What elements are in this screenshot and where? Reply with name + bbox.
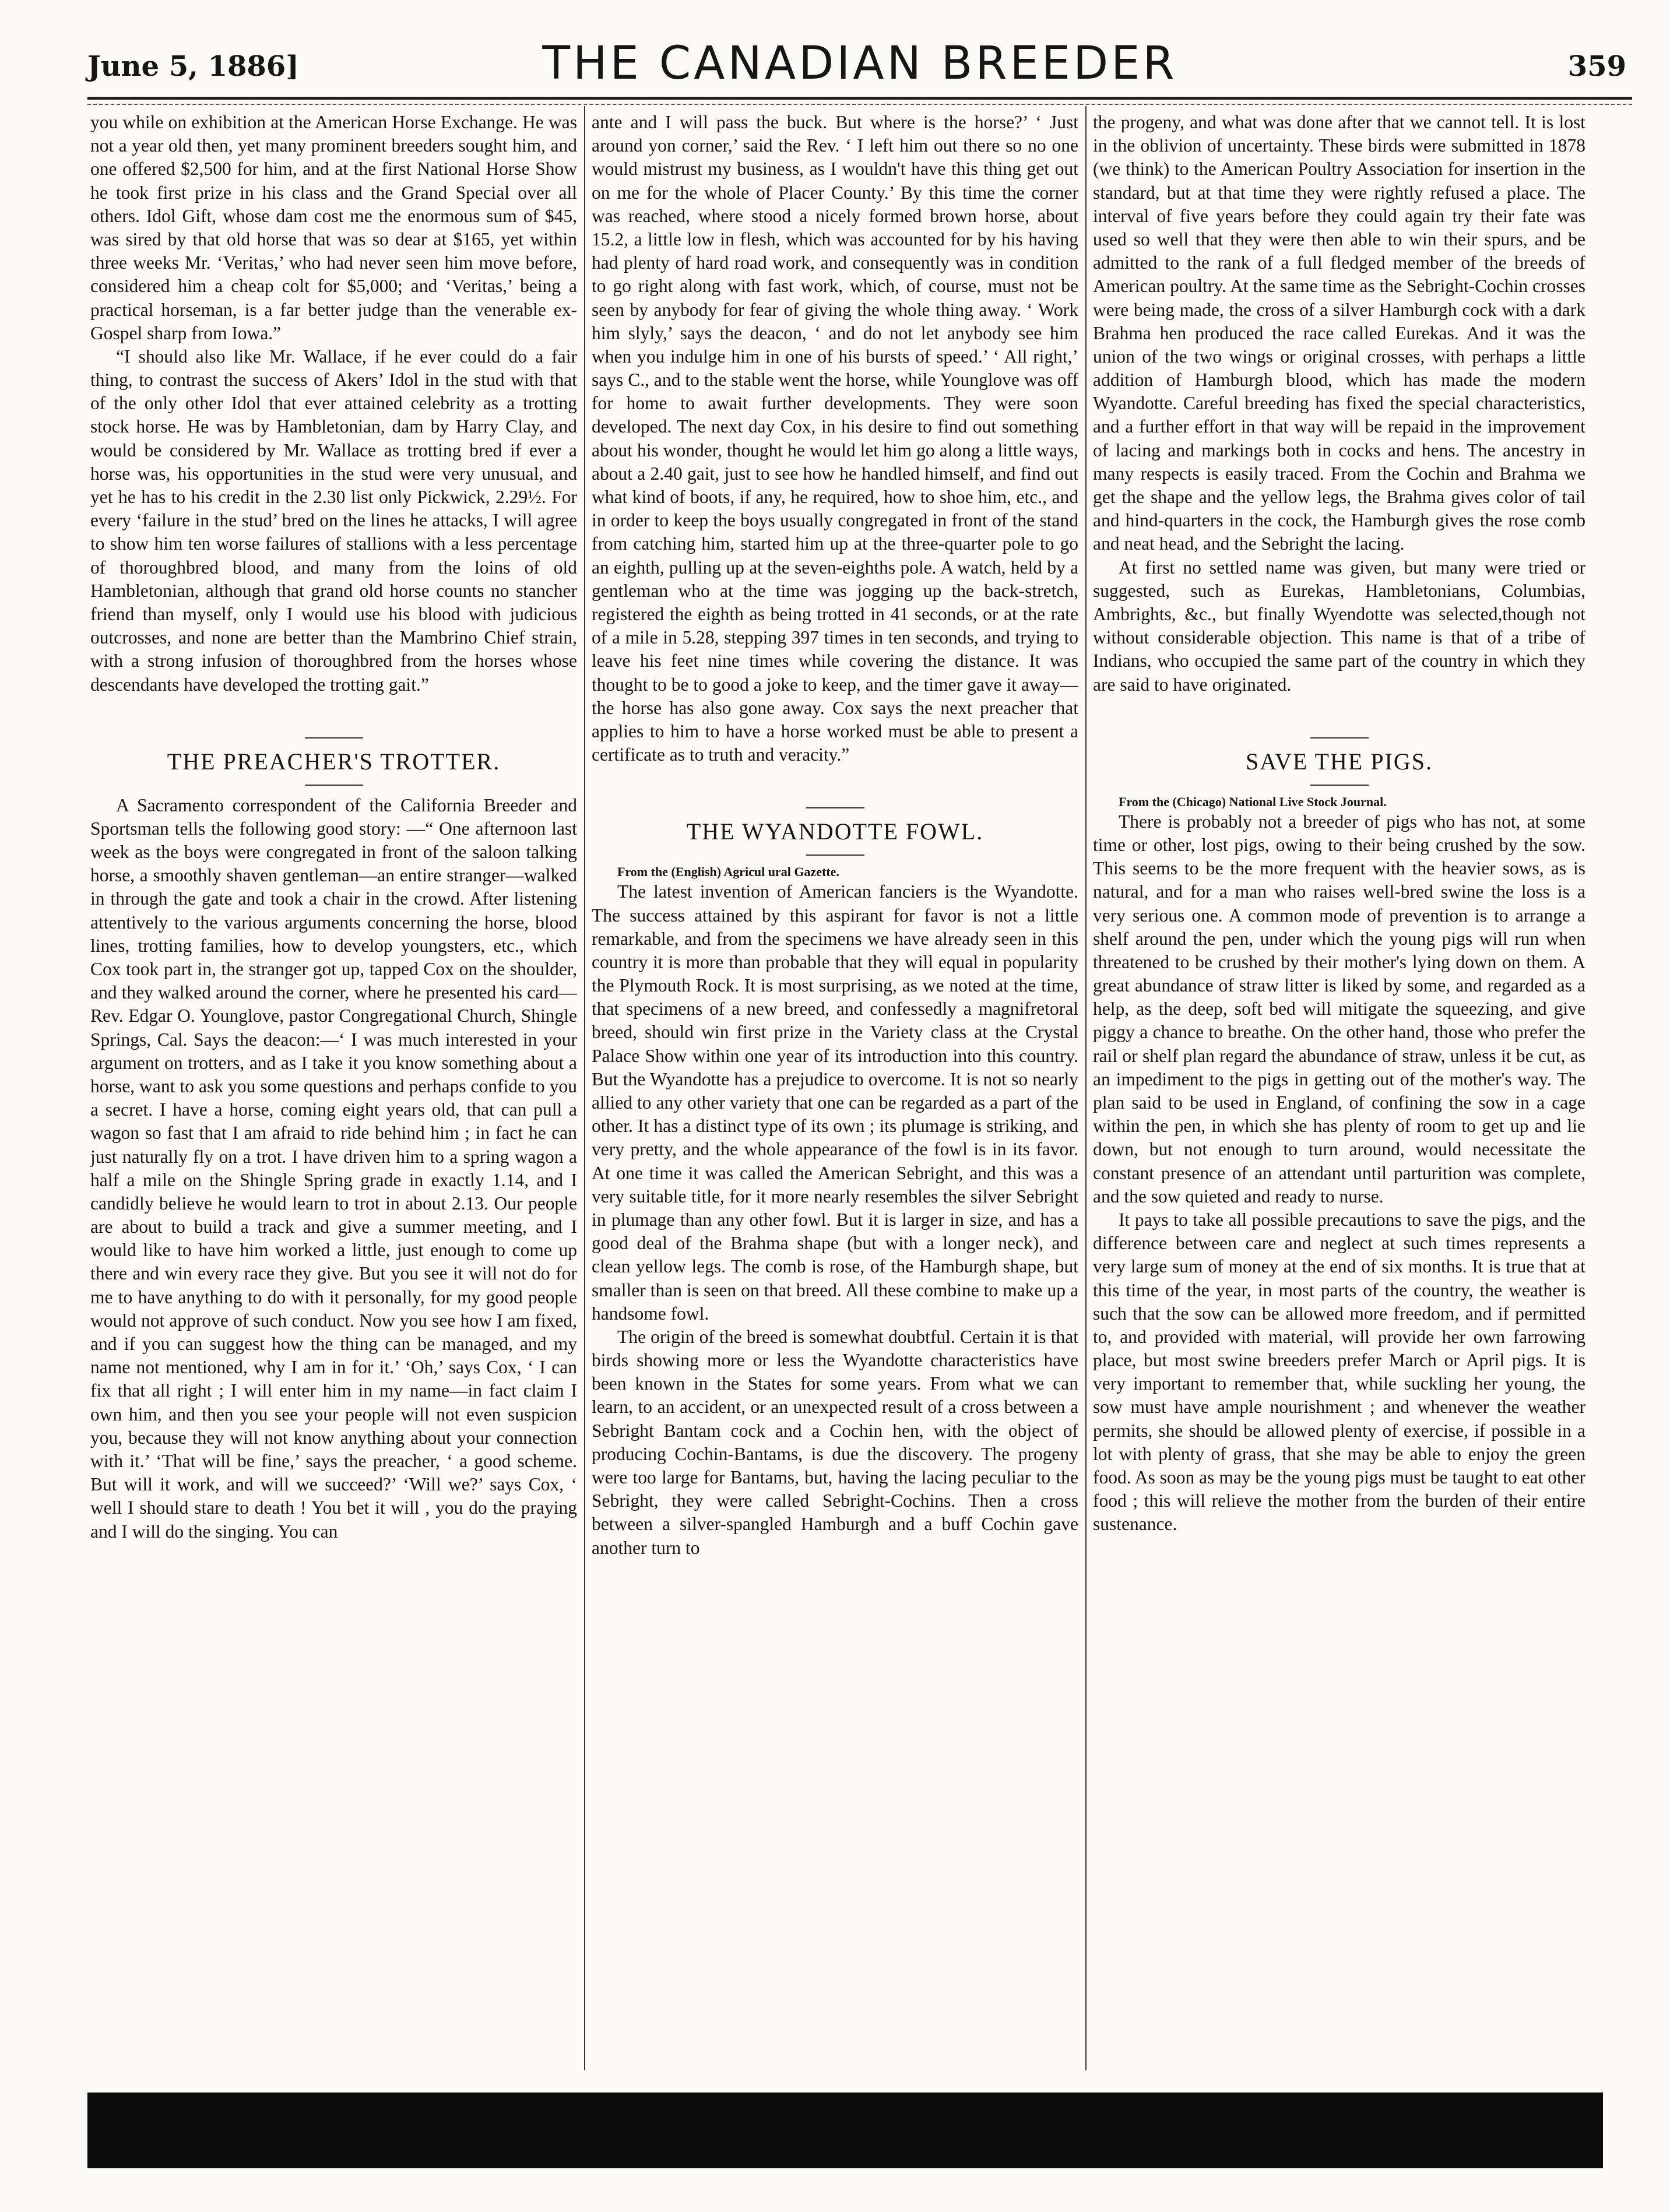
page-number: 359 — [1567, 50, 1626, 83]
article-paragraph: ante and I will pass the buck. But where is the horse?’ ‘ Just around yon corner,’ said the Rev. ‘ I left him out there so no one would mistrust my business, as I wouldn't have this thing get out on me for the whole of Placer County.’ By this time the corner was reached, where stood a nicely formed brown horse, about 15.2, a little low in flesh, which was accounted for by his having had plenty of hard road work, and consequently was in condition to go right along with fast work, which, of course, must not be seen by anybody for fear of giving the whole thing away. ‘ Work him slyly,’ says the deacon, ‘ and do not let anybody see him when you indulge him in one of his bursts of speed.’ ‘ All right,’ says C., and to the stable went the horse, while Younglove was off for home to await further developments. They were soon developed. The next day Cox, in his desire to find out something about his wonder, thought he would let him go along a little ways, about a 2.40 gait, just to see how he handled himself, and find out what kind of boots, if any, he required, how to shoe him, etc., and in order to keep the boys usually congregated in front of the stand from catching him, started him up at the three-quarter pole to go an eighth, pulling up at the seven-eighths pole. A watch, held by a gentleman who at the time was jogging up the back-stretch, registered the eighth as being trotted in 41 seconds, or at the rate of a mile in 5.28, stepping 397 times in ten seconds, and trying to leave his feet nine times while covering the distance. It was thought to be to good a joke to keep, and the timer gave it away—the horse has also gone away. Cox says the next preacher that applies to him to have a horse worked must be able to present a certificate as to truth and veracity.” — [592, 112, 1078, 765]
section-separator — [806, 854, 864, 856]
scan-edge-bar — [87, 2093, 1603, 2168]
article-paragraph: A Sacramento correspondent of the California Breeder and Sportsman tells the following good story: —“ One afternoon last week as the boys were congregated in front of the saloon talking horse, a smoothly shaven gentleman—an entire stranger—walked in through the gate and took a chair in the crowd. After listening attentively to the various arguments concerning the horse, blood lines, trotting families, how to develop youngsters, etc., which Cox took part in, the stranger got up, tapped Cox on the shoulder, and they walked around the corner, where he presented his card—Rev. Edgar O. Younglove, pastor Congregational Church, Shingle Springs, Cal. Says the deacon:—‘ I was much interested in your argument on trotters, and as I take it you know something about a horse, want to ask you some questions and perhaps confide to you a secret. I have a horse, coming eight years old, that can pull a wagon so fast that I am afraid to ride behind him ; in fact he can just naturally fly on a trot. I have driven him to a spring wagon a half a mile on the Shingle Spring grade in exactly 1.14, and I candidly believe he would learn to trot in about 2.13. Our people are about to build a track and give a summer meeting, and I would like to have him worked a little, just enough to come up there and win every race they give. But you see it will not do for me to have anything to do with it personally, for my good people would not approve of such conduct. Now you see how I am fixed, and if you can suggest how the thing can be managed, and my name not mentioned, why I am in for it.’ ‘Oh,’ says Cox, ‘ I can fix that all right ; I will enter him in my name—in fact claim I own him, and then you see your people will not even suspicion you, because they will not know anything about your connection with it.’ ‘That will be fine,’ says the preacher, ‘ a good scheme. But will it work, and will we succeed?’ ‘Will we?’ says Cox, ‘ well I should stare to death ! You bet it will , you do the praying and I will do the singing. You can — [90, 794, 577, 1542]
column-1 — [90, 111, 577, 2066]
section-separator — [1310, 737, 1369, 738]
article-paragraph: you while on exhibition at the American Horse Exchange. He was not a year old then, yet many prominent breeders sought him, and one offered $2,500 for him, and at the first National Horse Show he took first prize in his class and the Grand Special over all others. Idol Gift, whose dam cost me the enormous sum of $45, was sired by that old horse that was so dear at $165, yet within three weeks Mr. ‘Veritas,’ who had never seen him move before, considered him a cheap colt for $5,000; and ‘Veritas,’ being a practical horseman, is a far better judge than the venerable ex-Gospel sharp from Iowa.” — [90, 112, 577, 343]
section-separator — [806, 807, 864, 808]
article-paragraph: The origin of the breed is somewhat doubtful. Certain it is that birds showing more or less the Wyandotte characteristics have been known in the States for some years. From what we can learn, to an accident, or an unexpected result of a cross between a Sebright Bantam cock and a Cochin hen, with the object of producing Cochin-Bantams, is due the discovery. The progeny were too large for Bantams, but, having the lacing peculiar to the Sebright, they were called Sebright-Cochins. Then a cross between a silver-spangled Hamburgh and a buff Cochin gave another turn to — [592, 1326, 1078, 1558]
article-paragraph: There is probably not a breeder of pigs who has not, at some time or other, lost pigs, owing to their being crushed by the sow. This seems to be the more frequent with the heavier sows, as is natural, and for a man who raises well-bred swine the loss is a very serious one. A common mode of prevention is to arrange a shelf around the pen, under which the young pigs will run when threatened to be crushed by their mother's lying down on them. A great abundance of straw litter is liked by some, and regarded as a help, as the deep, soft bed will mitigate the squeezing, and give piggy a chance to breathe. On the other hand, those who prefer the rail or shelf plan regard the abundance of straw, unless it be cut, as an impediment to the pigs in getting out of the mother's way. The plan said to be used in England, of confining the sow in a cage within the pen, in which she has plenty of room to get up and lie down, but not enough to turn around, would necessitate the constant presence of an attendant until parturition was complete, and the sow quieted and ready to nurse. — [1093, 811, 1585, 1207]
article-heading-preachers-trotter: THE PREACHER'S TROTTER. — [167, 748, 501, 775]
publication-title: THE CANADIAN BREEDER — [542, 37, 1177, 90]
section-separator — [305, 737, 363, 738]
column-divider — [584, 106, 585, 2070]
header-rule-dashed — [87, 104, 1632, 105]
article-paragraph: At first no settled name was given, but many were tried or suggested, such as Eurekas, Hambletonians, Columbias, Ambrights, &c., but finally Wyendotte was selected,though not without considerable objection. This name is that of a tribe of Indians, who occupied the same part of the country in which they are said to have originated. — [1093, 557, 1585, 695]
article-source: From the (English) Agricul ural Gazette. — [617, 864, 839, 880]
header-rule — [87, 97, 1632, 100]
column-2 — [592, 111, 1078, 2066]
article-paragraph: the progeny, and what was done after that we cannot tell. It is lost in the oblivion of uncertainty. These birds were submitted in 1878 (we think) to the American Poultry Association for insertion in the standard, but at that time they were rightly refused a place. The interval of five years before they could again try their fate was used so well that they were then able to win their spurs, and be admitted to the rank of a full fledged member of the breeds of American poultry. At the same time as the Sebright-Cochin crosses were being made, the cross of a silver Hamburgh cock with a dark Brahma hen produced the race called Eurekas. And it was the union of the two wings or original crosses, with perhaps a little addition of Hamburgh blood, which has made the modern Wyandotte. Careful breeding has fixed the special characteristics, and a further effort in that way will be repaid in the improvement of lacing and markings both in cocks and hens. The ancestry in many respects is easily traced. From the Cochin and Brahma we get the shape and the yellow legs, the Brahma gives color of tail and hind-quarters in the cock, the Hamburgh gives the rose comb and neat head, and the Sebright the lacing. — [1093, 112, 1585, 554]
section-separator — [305, 785, 363, 786]
column-divider — [1085, 106, 1087, 2070]
article-source: From the (Chicago) National Live Stock Journal. — [1119, 794, 1387, 809]
article-paragraph: It pays to take all possible precautions to save the pigs, and the difference between care and neglect at such times represents a very large sum of money at the end of six months. It is true that at this time of the year, in most parts of the country, the weather is such that the sow can be allowed more freedom, and if permitted to, and provided with material, will provide her own farrowing place, but most swine breeders prefer March or April pigs. It is very important to remember that, while suckling her young, the sow must have ample nourishment ; and whenever the weather permits, she should be allowed plenty of exercise, if possible in a lot with plenty of grass, that she may be able to enjoy the green food. As soon as may be the young pigs must be taught to eat other food ; this will relieve the mother from the burden of their entire sustenance. — [1093, 1209, 1585, 1535]
column-3 — [1093, 111, 1585, 2066]
article-paragraph: The latest invention of American fanciers is the Wyandotte. The success attained by this aspirant for favor is not a little remarkable, and from the specimens we have already seen in this country it is more than probable that they will equal in popularity the Plymouth Rock. It is most surprising, as we noted at the time, that specimens of a new breed, and confessedly a magnifretoral breed, should win first prize in the Variety class at the Crystal Palace Show within one year of its introduction into this country. But the Wyandotte has a prejudice to overcome. It is not so nearly allied to any other variety that one can be regarded as a part of the other. It has a distinct type of its own ; its plumage is striking, and very pretty, and the whole appearance of the fowl is in its favor. At one time it was called the American Sebright, and this was a very suitable title, for it more nearly resembles the silver Sebright in plumage than any other fowl. But it is larger in size, and has a good deal of the Brahma shape (but with a longer neck), and clean yellow legs. The comb is rose, of the Hamburgh shape, but smaller than is seen on that breed. All these combine to make up a handsome fowl. — [592, 881, 1078, 1324]
section-separator — [1310, 785, 1369, 786]
article-paragraph: “I should also like Mr. Wallace, if he ever could do a fair thing, to contrast the success of Akers’ Idol in the stud with that of the only other Idol that ever attained celebrity as a trotting stock horse. He was by Hambletonian, dam by Harry Clay, and would be considered by Mr. Wallace as trotting bred if ever a horse was, his opportunities in the stud were very unusual, and yet he has to his credit in the 2.30 list only Pickwick, 2.29½. For every ‘failure in the stud’ bred on the lines he attacks, I will agree to show him ten worse failures of stallions with a less percentage of thoroughbred blood, and many from the loins of old Hambletonian, although that grand old horse counts no stancher friend than myself, only I would use his blood with judicious outcrosses, and none are better than the Mambrino Chief strain, with a strong infusion of thoroughbred from the horses whose descendants have developed the trotting gait.” — [90, 346, 577, 695]
masthead — [87, 37, 1632, 96]
issue-date: June 5, 1886] — [87, 50, 299, 83]
article-heading-save-the-pigs: SAVE THE PIGS. — [1245, 748, 1433, 775]
article-heading-wyandotte-fowl: THE WYANDOTTE FOWL. — [686, 818, 984, 845]
